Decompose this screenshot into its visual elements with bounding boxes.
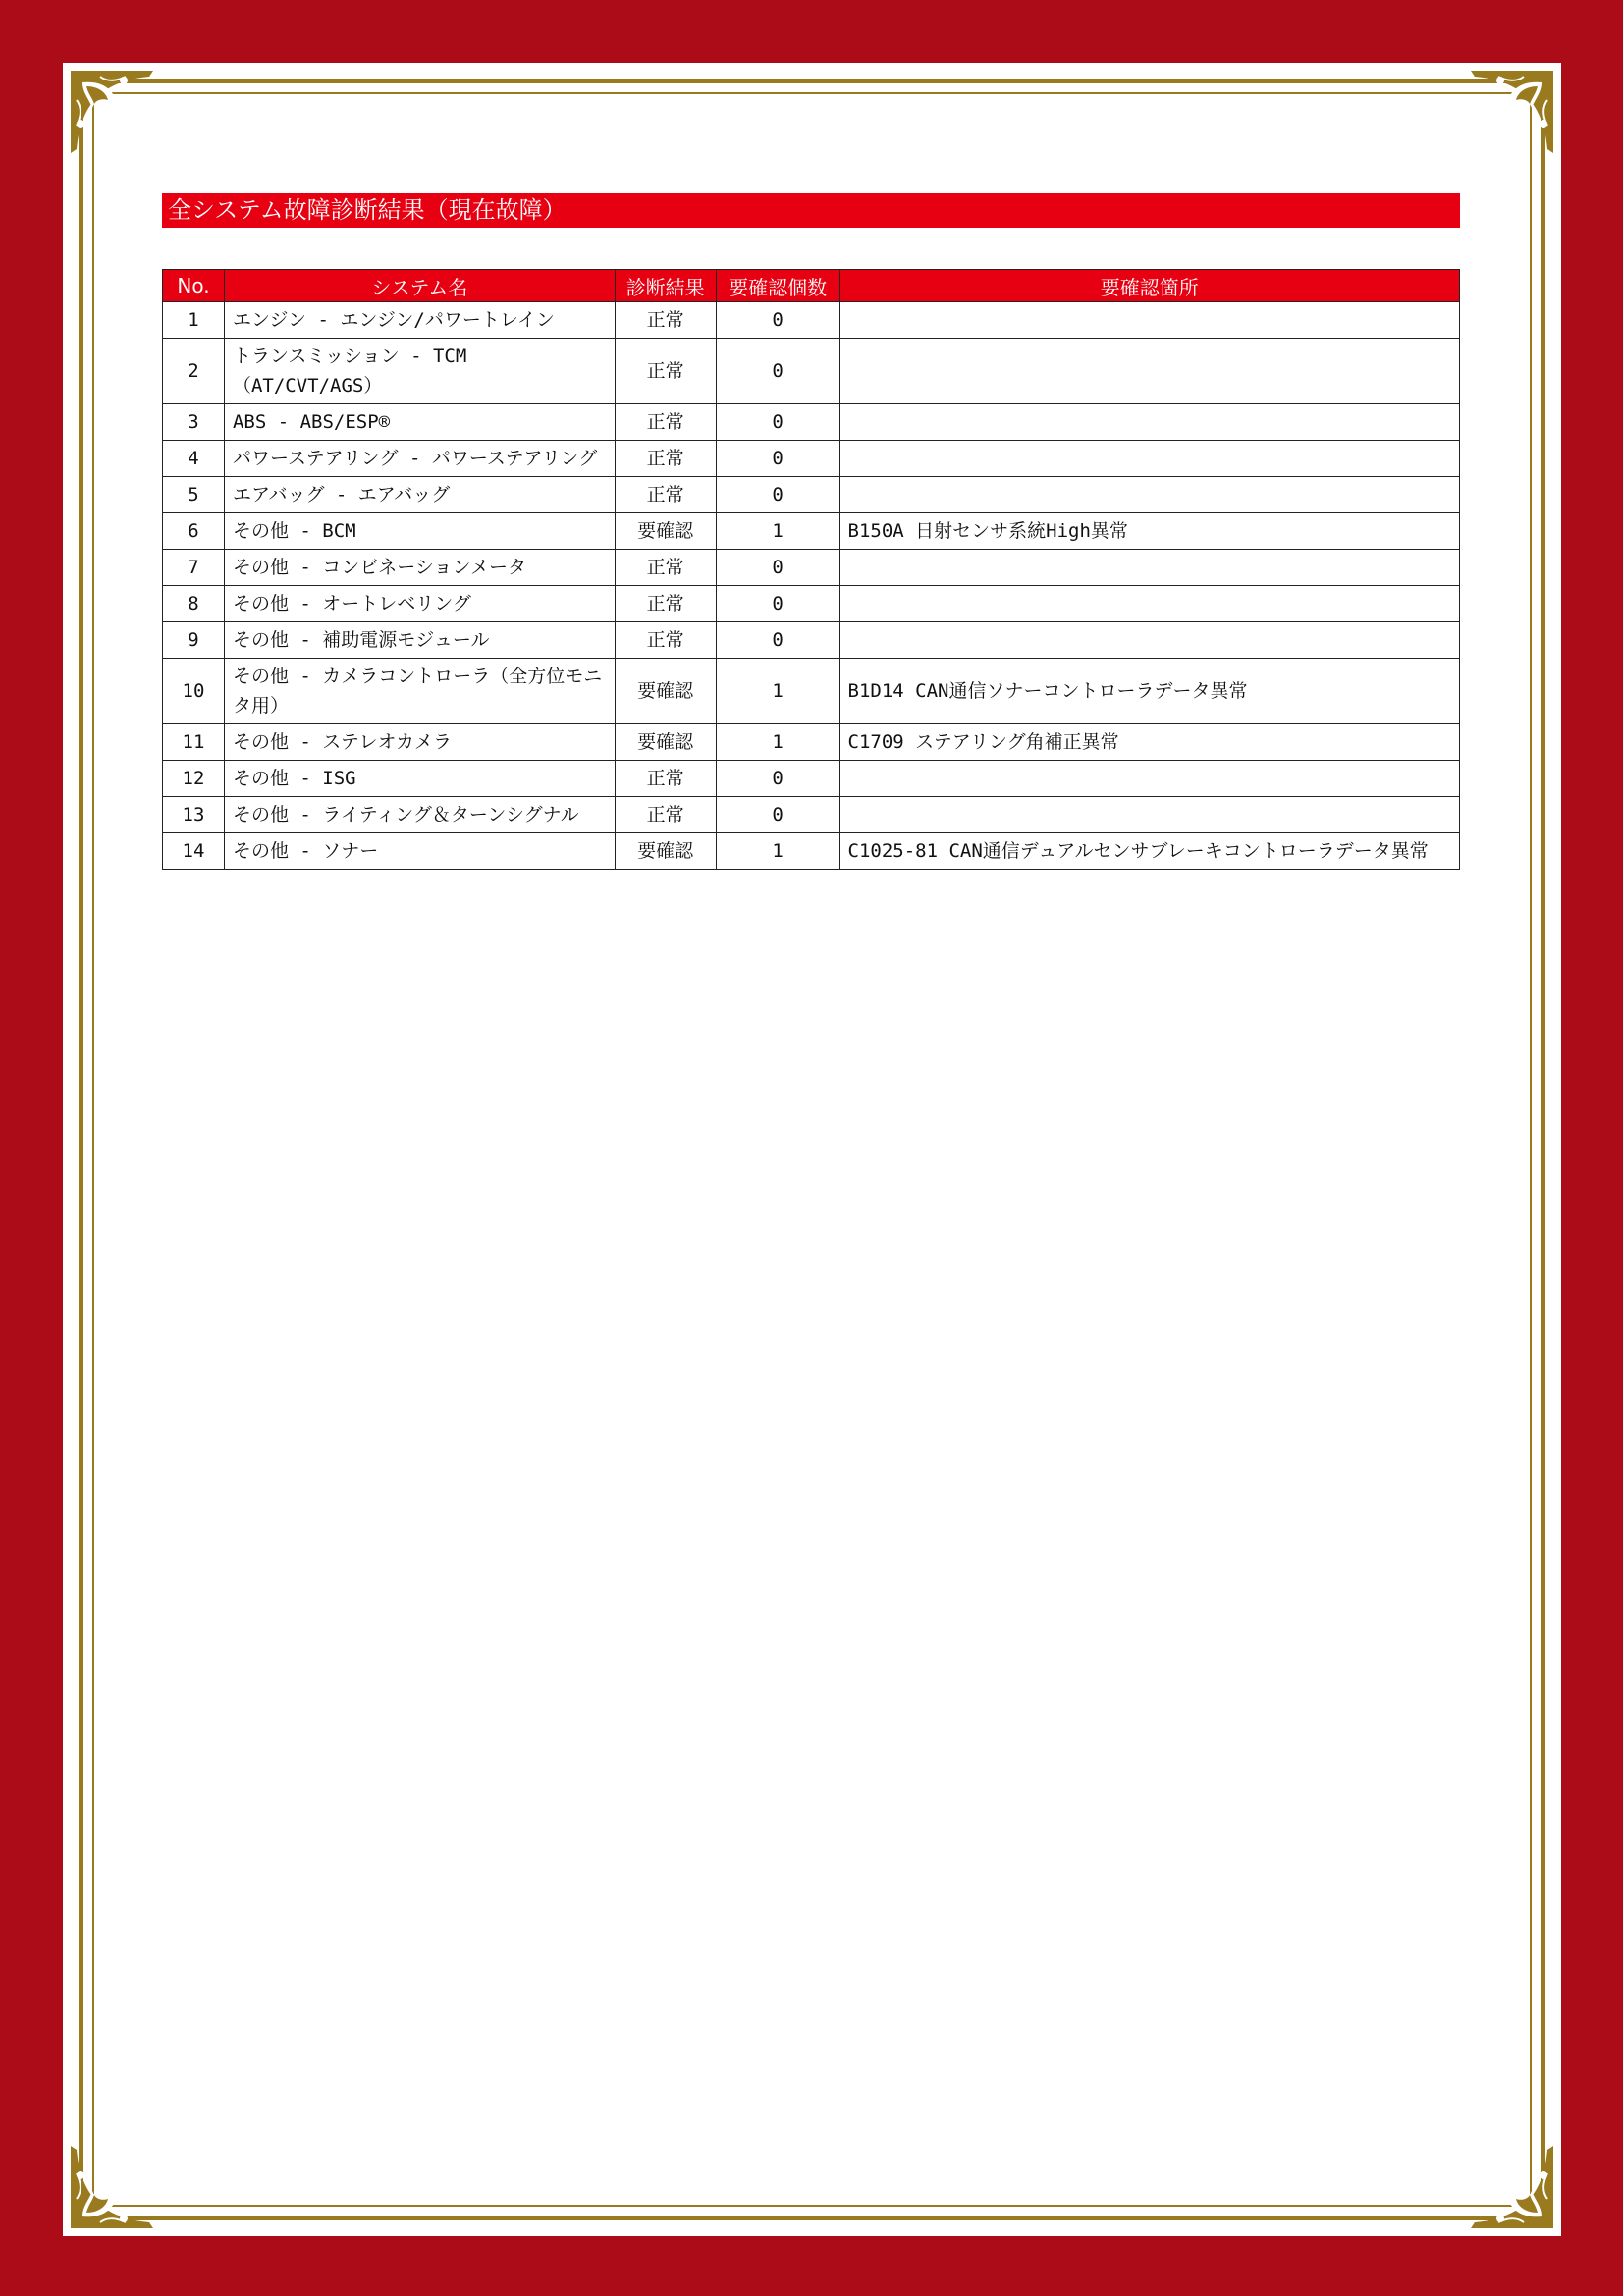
cell-location: C1025-81 CAN通信デュアルセンサブレーキコントローラデータ異常 — [839, 833, 1459, 870]
cell-location: C1709 ステアリング角補正異常 — [839, 724, 1459, 761]
cell-no: 3 — [163, 404, 225, 441]
header-system: システム名 — [224, 270, 615, 302]
table-row — [163, 586, 1460, 622]
cell-system: その他 - ISG — [224, 761, 615, 797]
table-row — [163, 513, 1460, 550]
cell-count: 0 — [716, 339, 839, 404]
table-row — [163, 761, 1460, 797]
cell-result: 正常 — [615, 550, 716, 586]
cell-result: 正常 — [615, 797, 716, 833]
cell-result: 正常 — [615, 761, 716, 797]
corner-ornament-icon — [1467, 2142, 1557, 2232]
cell-count: 1 — [716, 833, 839, 870]
diagnosis-table — [162, 269, 1460, 870]
cell-result: 要確認 — [615, 833, 716, 870]
cell-result: 正常 — [615, 302, 716, 339]
report-page — [63, 63, 1561, 2236]
cell-no: 5 — [163, 477, 225, 513]
cell-count: 1 — [716, 724, 839, 761]
cell-no: 1 — [163, 302, 225, 339]
header-count: 要確認個数 — [716, 270, 839, 302]
cell-count: 1 — [716, 513, 839, 550]
cell-location — [839, 404, 1459, 441]
table-row — [163, 339, 1460, 404]
table-row — [163, 477, 1460, 513]
cell-result: 正常 — [615, 404, 716, 441]
cell-no: 12 — [163, 761, 225, 797]
cell-count: 0 — [716, 586, 839, 622]
header-location: 要確認箇所 — [839, 270, 1459, 302]
cell-system: エアバッグ - エアバッグ — [224, 477, 615, 513]
cell-location — [839, 622, 1459, 659]
cell-no: 13 — [163, 797, 225, 833]
table-row — [163, 724, 1460, 761]
cell-system: その他 - オートレベリング — [224, 586, 615, 622]
cell-no: 8 — [163, 586, 225, 622]
corner-ornament-icon — [67, 2142, 157, 2232]
cell-location — [839, 302, 1459, 339]
table-row — [163, 550, 1460, 586]
cell-result: 正常 — [615, 339, 716, 404]
table-row — [163, 441, 1460, 477]
table-row — [163, 797, 1460, 833]
cell-result: 要確認 — [615, 513, 716, 550]
cell-count: 0 — [716, 797, 839, 833]
cell-no: 7 — [163, 550, 225, 586]
cell-no: 6 — [163, 513, 225, 550]
cell-count: 0 — [716, 550, 839, 586]
cell-location: B150A 日射センサ系統High異常 — [839, 513, 1459, 550]
cell-location — [839, 761, 1459, 797]
table-row — [163, 404, 1460, 441]
cell-system: パワーステアリング - パワーステアリング — [224, 441, 615, 477]
cell-location — [839, 339, 1459, 404]
cell-no: 9 — [163, 622, 225, 659]
cell-result: 正常 — [615, 622, 716, 659]
cell-location — [839, 586, 1459, 622]
table-row — [163, 302, 1460, 339]
cell-count: 0 — [716, 761, 839, 797]
header-result: 診断結果 — [615, 270, 716, 302]
cell-system: その他 - ソナー — [224, 833, 615, 870]
cell-system: その他 - ライティング＆ターンシグナル — [224, 797, 615, 833]
cell-system: その他 - 補助電源モジュール — [224, 622, 615, 659]
table-row — [163, 833, 1460, 870]
report-title: 全システム故障診断結果（現在故障） — [162, 193, 1460, 228]
cell-system: その他 - ステレオカメラ — [224, 724, 615, 761]
cell-system: その他 - コンビネーションメータ — [224, 550, 615, 586]
cell-result: 要確認 — [615, 659, 716, 724]
cell-system: エンジン - エンジン/パワートレイン — [224, 302, 615, 339]
cell-count: 0 — [716, 302, 839, 339]
cell-no: 2 — [163, 339, 225, 404]
cell-no: 11 — [163, 724, 225, 761]
cell-count: 0 — [716, 477, 839, 513]
header-no: No. — [163, 270, 225, 302]
cell-no: 14 — [163, 833, 225, 870]
cell-system: その他 - BCM — [224, 513, 615, 550]
cell-result: 正常 — [615, 586, 716, 622]
corner-ornament-icon — [67, 67, 157, 157]
cell-no: 4 — [163, 441, 225, 477]
cell-location — [839, 797, 1459, 833]
cell-count: 0 — [716, 441, 839, 477]
cell-count: 1 — [716, 659, 839, 724]
table-row — [163, 622, 1460, 659]
cell-count: 0 — [716, 622, 839, 659]
cell-location — [839, 550, 1459, 586]
cell-result: 正常 — [615, 477, 716, 513]
cell-location — [839, 441, 1459, 477]
table-header-row — [163, 270, 1460, 302]
cell-system: トランスミッション - TCM（AT/CVT/AGS） — [224, 339, 615, 404]
cell-result: 正常 — [615, 441, 716, 477]
cell-result: 要確認 — [615, 724, 716, 761]
cell-count: 0 — [716, 404, 839, 441]
cell-no: 10 — [163, 659, 225, 724]
cell-location — [839, 477, 1459, 513]
cell-system: その他 - カメラコントローラ（全方位モニタ用） — [224, 659, 615, 724]
corner-ornament-icon — [1467, 67, 1557, 157]
table-row — [163, 659, 1460, 724]
cell-system: ABS - ABS/ESP® — [224, 404, 615, 441]
cell-location: B1D14 CAN通信ソナーコントローラデータ異常 — [839, 659, 1459, 724]
